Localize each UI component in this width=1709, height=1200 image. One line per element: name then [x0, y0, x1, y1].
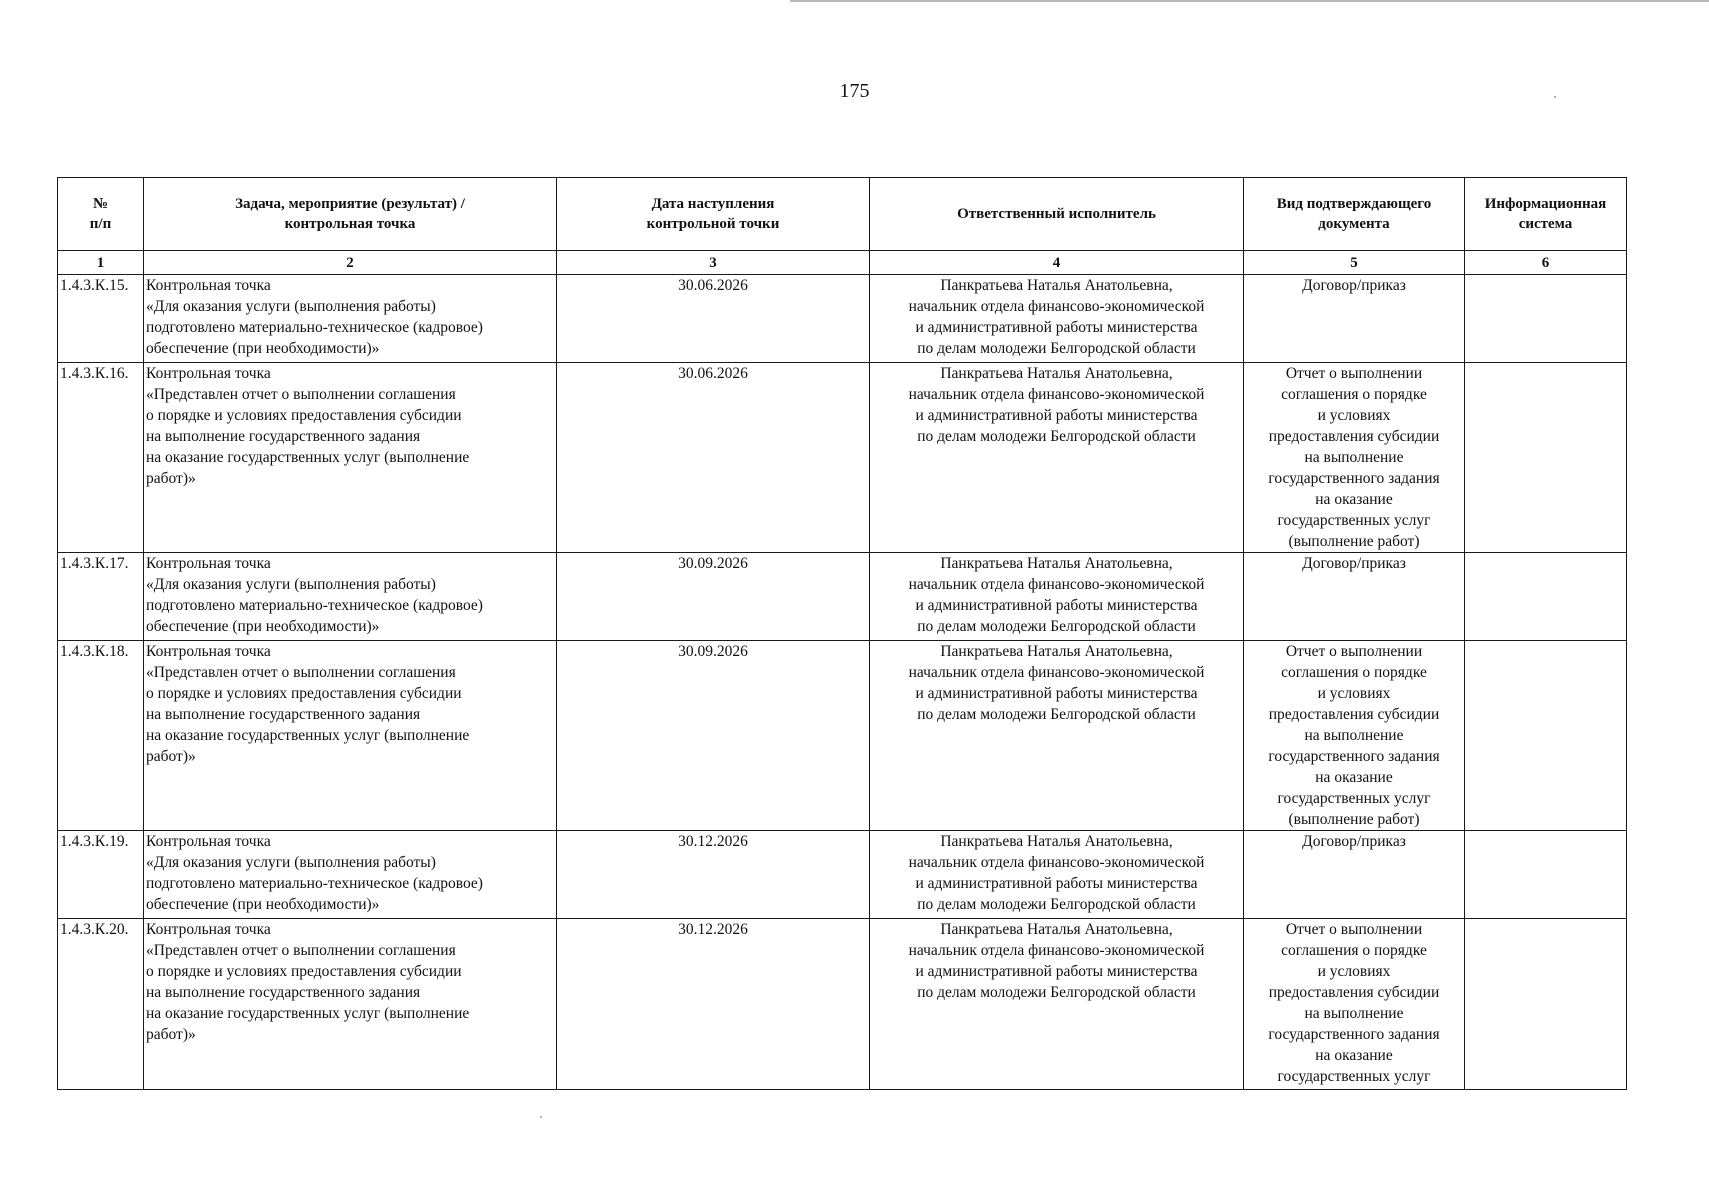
table-row — [58, 275, 1627, 363]
row-task: Контрольная точка «Для оказания услуги (выполнения работы) подготовлено материально-техническое (кадровое) обеспечение (при необходимости)» — [144, 831, 557, 919]
row-info-system — [1465, 641, 1627, 831]
row-info-system — [1465, 275, 1627, 363]
row-number: 1.4.3.К.19. — [58, 831, 144, 919]
column-number: 6 — [1465, 251, 1627, 275]
table-row — [58, 553, 1627, 641]
row-date: 30.12.2026 — [557, 831, 870, 919]
row-doc-type: Договор/приказ — [1244, 553, 1465, 641]
row-date: 30.09.2026 — [557, 553, 870, 641]
header-info-system: Информационная система — [1465, 178, 1627, 251]
column-number: 3 — [557, 251, 870, 275]
row-info-system — [1465, 363, 1627, 553]
header-responsible: Ответственный исполнитель — [870, 178, 1244, 251]
row-responsible: Панкратьева Наталья Анатольевна, начальник отдела финансово-экономической и административной работы министерства по делам молодежи Белгородской области — [870, 831, 1244, 919]
row-task: Контрольная точка «Представлен отчет о выполнении соглашения о порядке и условиях предоставления субсидии на выполнение государственного задания на оказание государственных услуг (выполнение работ)» — [144, 919, 557, 1090]
row-responsible: Панкратьева Наталья Анатольевна, начальник отдела финансово-экономической и административной работы министерства по делам молодежи Белгородской области — [870, 641, 1244, 831]
row-date: 30.12.2026 — [557, 919, 870, 1090]
table-row — [58, 919, 1627, 1090]
row-responsible: Панкратьева Наталья Анатольевна, начальник отдела финансово-экономической и административной работы министерства по делам молодежи Белгородской области — [870, 919, 1244, 1090]
column-number: 4 — [870, 251, 1244, 275]
row-date: 30.06.2026 — [557, 275, 870, 363]
row-task: Контрольная точка «Для оказания услуги (выполнения работы) подготовлено материально-техническое (кадровое) обеспечение (при необходимости)» — [144, 275, 557, 363]
row-task: Контрольная точка «Для оказания услуги (выполнения работы) подготовлено материально-техническое (кадровое) обеспечение (при необходимости)» — [144, 553, 557, 641]
scan-speck — [540, 1116, 542, 1118]
row-task: Контрольная точка «Представлен отчет о выполнении соглашения о порядке и условиях предоставления субсидии на выполнение государственного задания на оказание государственных услуг (выполнение работ)» — [144, 363, 557, 553]
row-number: 1.4.3.К.17. — [58, 553, 144, 641]
row-responsible: Панкратьева Наталья Анатольевна, начальник отдела финансово-экономической и административной работы министерства по делам молодежи Белгородской области — [870, 553, 1244, 641]
column-number: 5 — [1244, 251, 1465, 275]
row-responsible: Панкратьева Наталья Анатольевна, начальник отдела финансово-экономической и административной работы министерства по делам молодежи Белгородской области — [870, 275, 1244, 363]
table-row — [58, 363, 1627, 553]
column-numbers-row — [58, 251, 1627, 275]
row-doc-type: Отчет о выполнении соглашения о порядке и условиях предоставления субсидии на выполнение государственного задания на оказание государственных услуг (выполнение работ) — [1244, 641, 1465, 831]
scan-edge-line — [790, 0, 1709, 2]
table-header-row — [58, 178, 1627, 251]
row-doc-type: Договор/приказ — [1244, 831, 1465, 919]
row-number: 1.4.3.К.18. — [58, 641, 144, 831]
row-info-system — [1465, 831, 1627, 919]
header-num: № п/п — [58, 178, 144, 251]
row-doc-type: Отчет о выполнении соглашения о порядке и условиях предоставления субсидии на выполнение государственного задания на оказание государственных услуг (выполнение работ) — [1244, 363, 1465, 553]
row-date: 30.06.2026 — [557, 363, 870, 553]
column-number: 1 — [58, 251, 144, 275]
row-number: 1.4.3.К.15. — [58, 275, 144, 363]
row-task: Контрольная точка «Представлен отчет о выполнении соглашения о порядке и условиях предоставления субсидии на выполнение государственного задания на оказание государственных услуг (выполнение работ)» — [144, 641, 557, 831]
row-doc-type: Договор/приказ — [1244, 275, 1465, 363]
row-doc-type: Отчет о выполнении соглашения о порядке и условиях предоставления субсидии на выполнение государственного задания на оказание государственных услуг — [1244, 919, 1465, 1090]
column-number: 2 — [144, 251, 557, 275]
table-row — [58, 831, 1627, 919]
row-info-system — [1465, 919, 1627, 1090]
row-number: 1.4.3.К.20. — [58, 919, 144, 1090]
page-number: 175 — [839, 80, 870, 102]
row-info-system — [1465, 553, 1627, 641]
control-points-table — [57, 177, 1627, 1090]
row-date: 30.09.2026 — [557, 641, 870, 831]
header-date: Дата наступления контрольной точки — [557, 178, 870, 251]
scan-speck — [1554, 96, 1556, 98]
row-number: 1.4.3.К.16. — [58, 363, 144, 553]
row-responsible: Панкратьева Наталья Анатольевна, начальник отдела финансово-экономической и административной работы министерства по делам молодежи Белгородской области — [870, 363, 1244, 553]
table-row — [58, 641, 1627, 831]
header-doc-type: Вид подтверждающего документа — [1244, 178, 1465, 251]
header-task: Задача, мероприятие (результат) / контрольная точка — [144, 178, 557, 251]
